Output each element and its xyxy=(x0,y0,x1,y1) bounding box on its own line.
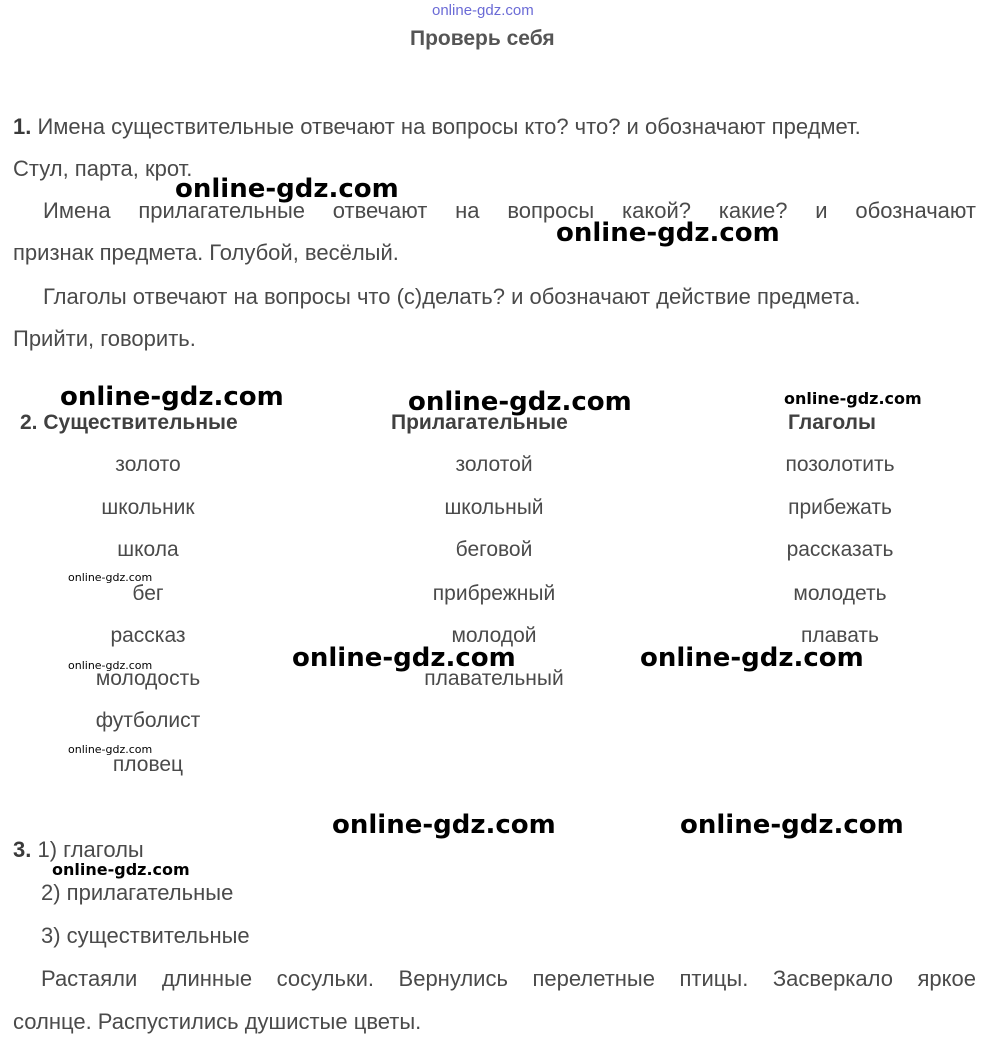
col1-word: пловец xyxy=(112,753,184,776)
col3-word: молодеть xyxy=(793,582,887,605)
watermark: online-gdz.com xyxy=(68,571,153,584)
page-title: Проверь себя xyxy=(410,27,555,50)
col2-word: школьный xyxy=(444,496,544,519)
col2-word: золотой xyxy=(455,453,533,476)
section2-col3-header: Глаголы xyxy=(788,411,876,434)
col2-word: беговой xyxy=(455,538,533,561)
watermark: online-gdz.com xyxy=(556,218,780,248)
section2-col1-header xyxy=(20,411,238,435)
watermark: online-gdz.com xyxy=(52,860,190,879)
section2-number: 2. xyxy=(20,411,38,434)
section3-number: 3. xyxy=(13,837,32,862)
section1-line1 xyxy=(13,106,861,148)
section1-text-1: Имена существительные отвечают на вопросы кто? что? и обозначают предмет. xyxy=(37,114,861,139)
section2-col2-header: Прилагательные xyxy=(391,411,568,434)
col1-word: молодость xyxy=(95,667,201,690)
watermark: online-gdz.com xyxy=(680,810,904,840)
col3-word: плавать xyxy=(800,624,879,647)
section3-item-3: 3) существительные xyxy=(41,923,250,948)
section2-col1-header-label: Существительные xyxy=(43,411,238,434)
section1-number: 1. xyxy=(13,114,32,139)
watermark: online-gdz.com xyxy=(68,743,153,756)
site-header-watermark: online-gdz.com xyxy=(432,2,534,19)
col2-word: прибрежный xyxy=(432,582,556,605)
section3-line2: солнце. Распустились душистые цветы. xyxy=(13,1009,422,1034)
col2-word: молодой xyxy=(451,624,537,647)
section1-line4: признак предмета. Голубой, весёлый. xyxy=(13,240,399,265)
section1-line2: Стул, парта, крот. xyxy=(13,156,193,181)
col1-word: школа xyxy=(117,538,179,561)
col2-word: плавательный xyxy=(424,667,564,690)
col3-word: рассказать xyxy=(786,538,894,561)
section3-item-1-text: 1) глаголы xyxy=(37,837,144,862)
watermark: online-gdz.com xyxy=(332,810,556,840)
watermark: online-gdz.com xyxy=(68,659,153,672)
watermark: online-gdz.com xyxy=(292,643,516,673)
col3-word: прибежать xyxy=(788,496,892,519)
col1-word: бег xyxy=(132,582,164,605)
col1-word: рассказ xyxy=(110,624,186,647)
col1-word: золото xyxy=(115,453,181,476)
col1-word: футболист xyxy=(95,709,201,732)
watermark: online-gdz.com xyxy=(175,174,399,204)
section3-line1: Растаяли длинные сосульки. Вернулись перелетные птицы. Засверкало яркое xyxy=(41,966,976,991)
watermark: online-gdz.com xyxy=(640,643,864,673)
watermark: online-gdz.com xyxy=(408,387,632,417)
section3-item-2: 2) прилагательные xyxy=(41,880,234,905)
section1-line5: Глаголы отвечают на вопросы что (с)делать? и обозначают действие предмета. xyxy=(43,284,861,309)
section1-line3: Имена прилагательные отвечают на вопросы какой? какие? и обозначают xyxy=(43,198,976,223)
watermark: online-gdz.com xyxy=(784,389,922,408)
watermark: online-gdz.com xyxy=(60,382,284,412)
section1-line6: Прийти, говорить. xyxy=(13,326,196,351)
col1-word: школьник xyxy=(101,496,195,519)
col3-word: позолотить xyxy=(785,453,895,476)
